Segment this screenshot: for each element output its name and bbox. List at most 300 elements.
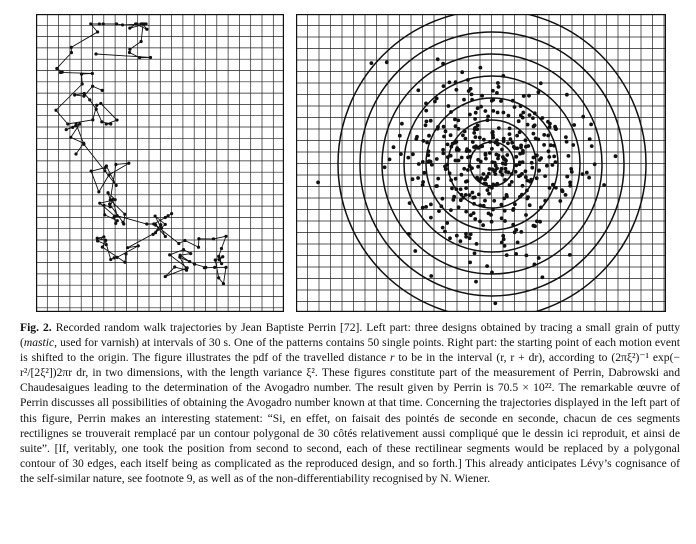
displacement-point <box>456 119 460 123</box>
trajectory-point <box>106 191 109 194</box>
trajectory-point <box>113 256 116 259</box>
displacement-point <box>485 264 489 268</box>
trajectory-point <box>82 95 85 98</box>
trajectory-point <box>78 122 81 125</box>
displacement-point <box>449 133 453 137</box>
displacement-point <box>532 132 536 136</box>
trajectory-point <box>99 102 102 105</box>
trajectory-point <box>91 85 94 88</box>
displacement-point <box>528 203 532 207</box>
displacement-point <box>494 141 498 145</box>
displacement-point <box>424 123 428 127</box>
displacement-point <box>560 188 564 192</box>
trajectory-point <box>193 262 196 265</box>
displacement-point <box>429 274 433 278</box>
trajectory-point <box>109 205 112 208</box>
displacement-point <box>493 169 497 173</box>
trajectory-point <box>69 136 72 139</box>
displacement-point <box>491 89 495 93</box>
displacement-point <box>505 153 509 157</box>
trajectory-point <box>105 243 108 246</box>
displacement-point <box>565 140 569 144</box>
displacement-point <box>530 161 534 165</box>
displacement-point <box>465 149 469 153</box>
displacement-point <box>482 182 486 186</box>
displacement-point <box>515 134 519 138</box>
displacement-point <box>524 169 528 173</box>
displacement-point <box>491 208 495 212</box>
displacement-point <box>445 221 449 225</box>
displacement-point <box>429 216 433 220</box>
trajectory-point <box>98 202 101 205</box>
displacement-point <box>545 164 549 168</box>
displacement-point <box>521 116 525 120</box>
displacement-point <box>411 177 415 181</box>
displacement-point <box>468 193 472 197</box>
displacement-point <box>482 204 486 208</box>
displacement-point <box>519 104 523 108</box>
displacement-point <box>477 193 481 197</box>
displacement-point <box>490 271 494 275</box>
displacement-point <box>482 172 486 176</box>
displacement-point <box>470 93 474 97</box>
displacement-point <box>460 156 464 160</box>
displacement-point <box>535 176 539 180</box>
trajectory-2 <box>66 124 171 224</box>
displacement-point <box>521 151 525 155</box>
displacement-point <box>427 134 431 138</box>
displacement-point <box>554 186 558 190</box>
trajectory-point <box>221 255 224 258</box>
displacement-point <box>590 144 594 148</box>
displacement-point <box>491 183 495 187</box>
displacement-point <box>505 195 509 199</box>
displacement-point <box>497 126 501 130</box>
displacement-point <box>481 223 485 227</box>
displacement-point <box>539 206 543 210</box>
displacement-point <box>493 301 497 305</box>
displacement-point <box>491 98 495 102</box>
displacement-point <box>486 188 490 192</box>
displacement-point <box>486 115 490 119</box>
displacement-point <box>472 202 476 206</box>
figure-label: Fig. 2. <box>20 321 52 334</box>
displacement-point <box>449 110 453 114</box>
displacement-point <box>587 176 591 180</box>
displacement-point <box>471 196 475 200</box>
displacement-point <box>585 171 589 175</box>
displacement-point <box>500 216 504 220</box>
displacement-point <box>426 153 430 157</box>
displacement-point <box>470 166 474 170</box>
trajectory-point <box>141 22 144 25</box>
trajectory-point <box>102 235 105 238</box>
displacement-point <box>468 261 472 265</box>
trajectory-point <box>217 255 220 258</box>
displacement-point <box>464 180 468 184</box>
displacement-point <box>508 183 512 187</box>
trajectory-point <box>213 266 216 269</box>
trajectory-point <box>138 56 141 59</box>
trajectory-point <box>189 252 192 255</box>
displacement-point <box>538 158 542 162</box>
displacement-point <box>564 193 568 197</box>
displacement-point <box>468 236 472 240</box>
displacement-point <box>448 81 452 85</box>
displacement-point <box>524 145 528 149</box>
displacement-point <box>425 120 429 124</box>
displacement-point <box>486 118 490 122</box>
trajectory-point <box>159 223 162 226</box>
trajectory-point <box>182 248 185 251</box>
trajectory-point <box>82 143 85 146</box>
displacement-point <box>497 154 501 158</box>
displacement-point <box>494 164 498 168</box>
trajectory-point <box>54 109 57 112</box>
displacement-point <box>457 127 461 131</box>
displacement-point <box>564 135 568 139</box>
trajectory-point <box>105 122 108 125</box>
displacement-point <box>435 157 439 161</box>
displacement-point <box>503 178 507 182</box>
displacement-point <box>490 220 494 224</box>
displacement-point <box>497 85 501 89</box>
trajectory-point <box>160 226 163 229</box>
displacement-point <box>429 160 433 164</box>
trajectory-point <box>113 215 116 218</box>
displacement-point <box>500 167 504 171</box>
displacement-point <box>392 145 396 149</box>
trajectory-point <box>111 198 114 201</box>
displacement-point <box>502 157 506 161</box>
displacement-point <box>551 183 555 187</box>
displacement-point <box>554 160 558 164</box>
displacement-point <box>503 219 507 223</box>
trajectory-point <box>151 233 154 236</box>
displacement-point <box>478 136 482 140</box>
displacement-point <box>437 209 441 213</box>
displacement-point <box>552 155 556 159</box>
displacement-point <box>538 220 542 224</box>
displacement-point <box>488 167 492 171</box>
displacement-point <box>495 91 499 95</box>
displacement-point <box>537 256 541 260</box>
displacement-point <box>522 94 526 98</box>
displacement-point <box>488 151 492 155</box>
displacement-point <box>474 135 478 139</box>
trajectory-point <box>116 214 119 217</box>
displacement-point <box>462 98 466 102</box>
displacement-point <box>455 146 459 150</box>
displacement-point <box>487 212 491 216</box>
displacement-point <box>571 143 575 147</box>
displacement-point <box>454 80 458 84</box>
displacement-point <box>415 135 419 139</box>
trajectory-point <box>220 262 223 265</box>
displacement-point <box>472 145 476 149</box>
displacement-point <box>506 141 510 145</box>
trajectory-point <box>145 28 148 31</box>
trajectory-point <box>224 235 227 238</box>
displacement-point <box>478 204 482 208</box>
trajectory-point <box>70 46 73 49</box>
displacement-point <box>525 254 529 258</box>
right-panel-displacements <box>296 14 666 312</box>
displacement-point <box>551 163 555 167</box>
displacement-point <box>441 197 445 201</box>
displacement-point <box>408 201 412 205</box>
displacement-point <box>548 186 552 190</box>
displacement-point <box>541 116 545 120</box>
displacement-point <box>501 234 505 238</box>
grid <box>36 14 284 312</box>
displacement-point <box>526 195 530 199</box>
displacement-point <box>533 263 537 267</box>
displacement-point <box>475 127 479 131</box>
displacement-point <box>424 205 428 209</box>
displacement-point <box>511 99 515 103</box>
trajectory-point <box>94 52 97 55</box>
displacement-point <box>527 94 531 98</box>
displacement-point <box>475 242 479 246</box>
trajectory-point <box>103 213 106 216</box>
displacement-point <box>514 164 518 168</box>
displacement-point <box>453 118 457 122</box>
displacement-point <box>568 184 572 188</box>
displacement-point <box>464 210 468 214</box>
displacement-point <box>524 175 528 179</box>
trajectory-point <box>80 72 83 75</box>
displacement-point <box>510 180 514 184</box>
displacement-point <box>513 202 517 206</box>
trajectory-point <box>109 122 112 125</box>
displacement-point <box>500 203 504 207</box>
trajectory-point <box>197 246 200 249</box>
trajectory-point <box>145 222 148 225</box>
trajectory-point <box>100 120 103 123</box>
trajectory-point <box>179 254 182 257</box>
trajectory-plot <box>36 14 284 312</box>
displacement-point <box>421 206 425 210</box>
displacement-point <box>435 97 439 101</box>
displacement-point <box>490 186 494 190</box>
displacement-point <box>441 152 445 156</box>
displacement-point <box>512 145 516 149</box>
trajectory-point <box>153 214 156 217</box>
displacement-point <box>524 213 528 217</box>
displacement-point <box>449 178 453 182</box>
displacement-point <box>442 125 446 129</box>
trajectory-point <box>137 244 140 247</box>
displacement-point <box>451 198 455 202</box>
displacement-point <box>441 148 445 152</box>
displacement-point <box>502 139 506 143</box>
displacement-point <box>510 141 514 145</box>
displacement-point <box>518 195 522 199</box>
trajectory-point <box>55 67 58 70</box>
trajectory-point <box>149 56 152 59</box>
displacement-point <box>491 136 495 140</box>
displacement-point <box>534 137 538 141</box>
displacement-point <box>474 111 478 115</box>
displacement-point <box>421 160 425 164</box>
displacement-point <box>533 111 537 115</box>
displacement-point <box>500 241 504 245</box>
trajectory-point <box>97 190 100 193</box>
trajectory-point <box>122 222 125 225</box>
caption-r: r <box>390 351 395 365</box>
displacement-point <box>541 275 545 279</box>
displacement-point <box>508 132 512 136</box>
displacement-point <box>548 125 552 129</box>
trajectory-point <box>164 223 167 226</box>
displacement-point <box>593 162 597 166</box>
displacement-point <box>519 144 523 148</box>
displacement-point <box>447 104 451 108</box>
trajectory-point <box>103 169 106 172</box>
displacement-point <box>468 113 472 117</box>
displacement-point <box>533 224 537 228</box>
trajectory-point <box>107 173 110 176</box>
trajectory-point <box>102 22 105 25</box>
displacement-point <box>507 114 511 118</box>
displacement-point <box>416 88 420 92</box>
displacement-point <box>542 143 546 147</box>
displacement-point <box>488 140 492 144</box>
displacement-point <box>490 131 494 135</box>
trajectory-point <box>65 128 68 131</box>
displacement-point <box>416 176 420 180</box>
trajectory-point <box>183 239 186 242</box>
trajectory-point <box>73 93 76 96</box>
trajectory-point <box>102 204 105 207</box>
displacement-point <box>470 98 474 102</box>
displacement-point <box>581 172 585 176</box>
trajectory-point <box>71 126 74 129</box>
displacement-point <box>469 232 473 236</box>
trajectory-point <box>115 256 118 259</box>
displacement-point <box>513 105 517 109</box>
trajectory-point <box>220 247 223 250</box>
displacement-point <box>398 134 402 138</box>
displacement-point <box>501 74 505 78</box>
displacement-point <box>484 157 488 161</box>
trajectory-point <box>101 246 104 249</box>
displacement-point <box>496 111 500 115</box>
displacement-point <box>442 84 446 88</box>
trajectory-point <box>128 51 131 54</box>
displacement-point <box>526 123 530 127</box>
trajectory-point <box>164 235 167 238</box>
displacement-point <box>477 146 481 150</box>
trajectory-point <box>95 108 98 111</box>
displacement-point <box>504 170 508 174</box>
displacement-point <box>429 203 433 207</box>
trajectory-point <box>115 22 118 25</box>
displacement-point <box>512 207 516 211</box>
displacement-point <box>602 183 606 187</box>
trajectory-point <box>121 23 124 26</box>
trajectory-point <box>59 71 62 74</box>
displacement-point <box>543 174 547 178</box>
displacement-point <box>567 154 571 158</box>
displacement-point <box>464 137 468 141</box>
trajectory-point <box>75 122 78 125</box>
displacement-point <box>473 117 477 121</box>
displacement-point <box>483 199 487 203</box>
displacement-point <box>589 123 593 127</box>
trajectory-point <box>114 163 117 166</box>
displacement-point <box>422 171 426 175</box>
trajectory-point <box>96 239 99 242</box>
displacement-point <box>514 228 518 232</box>
displacement-point <box>502 111 506 115</box>
displacement-point <box>503 209 507 213</box>
trajectory-point <box>164 216 167 219</box>
trajectory-point <box>109 258 112 261</box>
trajectory-point <box>108 203 111 206</box>
displacement-point <box>441 62 445 66</box>
displacement-point <box>464 186 468 190</box>
displacement-point <box>530 166 534 170</box>
caption-mastic: mastic <box>23 336 55 350</box>
displacement-point <box>425 141 429 145</box>
caption-text-3: to be in the interval (r, r + dr), according to (2πξ²)⁻¹ exp(− r²/[2ξ²])2πr dr, in two dimensions, with the length variance ξ². These figures constitute part of the measurement of Perrin, Dabrowski and Chaudesaigues leading to the determination of the Avogadro number. The result given by Perrin is 70.5 × 10²². The remarkable œuvre of Perrin discusses all possibilities of obtaining the Avogadro number known at that time. Concerning the trajectories displayed in the left part of this figure, Perrin makes an interesting statement: “Si, en effet, on faisait des pointés de seconde en seconde, chacun de ces segments rectilignes se trouverait remplacé par un contour polygonal de 30 côtés relativement aussi compliqué que le dessin ici reproduit, et ainsi de suite”. [If, veritably, one took the position from second to second, each of these rectilinear segments would be replaced by a polygonal contour of 30 edges, each itself being as complicated as the reproduced design, and so forth.] This already anticipates Lévy’s cognisance of the self-similar nature, see footnote 9, as well as of the non-differentiability recognised by N. Wiener. <box>20 351 680 485</box>
trajectory-point <box>218 258 221 261</box>
displacement-point <box>316 181 320 185</box>
displacement-point <box>492 199 496 203</box>
displacement-point <box>448 171 452 175</box>
displacement-point <box>449 208 453 212</box>
displacement-point <box>532 156 536 160</box>
displacement-point <box>524 138 528 142</box>
displacement-point <box>462 167 466 171</box>
displacement-point <box>501 162 505 166</box>
displacement-point <box>614 154 618 158</box>
displacement-point <box>543 199 547 203</box>
displacement-point <box>535 219 539 223</box>
displacement-point <box>464 232 468 236</box>
displacement-point <box>517 119 521 123</box>
displacement-point <box>469 87 473 91</box>
displacement-point <box>549 143 553 147</box>
displacement-point <box>487 172 491 176</box>
displacement-point <box>547 149 551 153</box>
displacement-point <box>469 213 473 217</box>
trajectory-point <box>88 98 91 101</box>
trajectory-point <box>164 275 167 278</box>
displacement-point <box>466 78 470 82</box>
displacement-point <box>581 115 585 119</box>
trajectory-point <box>197 237 200 240</box>
displacement-point <box>568 181 572 185</box>
displacement-point <box>436 125 440 129</box>
displacement-point <box>454 177 458 181</box>
displacement-point <box>474 280 478 284</box>
displacement-point <box>554 127 558 131</box>
trajectory-point <box>224 266 227 269</box>
displacement-point <box>494 172 498 176</box>
displacement-point <box>500 173 504 177</box>
trajectory-point <box>90 170 93 173</box>
displacement-point <box>479 66 483 70</box>
displacement-point <box>422 139 426 143</box>
left-panel-trajectories <box>36 14 284 312</box>
displacement-point <box>516 241 520 245</box>
displacement-point <box>442 135 446 139</box>
displacement-point <box>558 199 562 203</box>
caption-text-2: , used for varnish) at intervals of 30 s. One of the patterns contains 50 single points. Right part: the starting point of each motion event is shifted to the origin. The figure illustrates the pdf of the travelled distance <box>20 336 680 365</box>
